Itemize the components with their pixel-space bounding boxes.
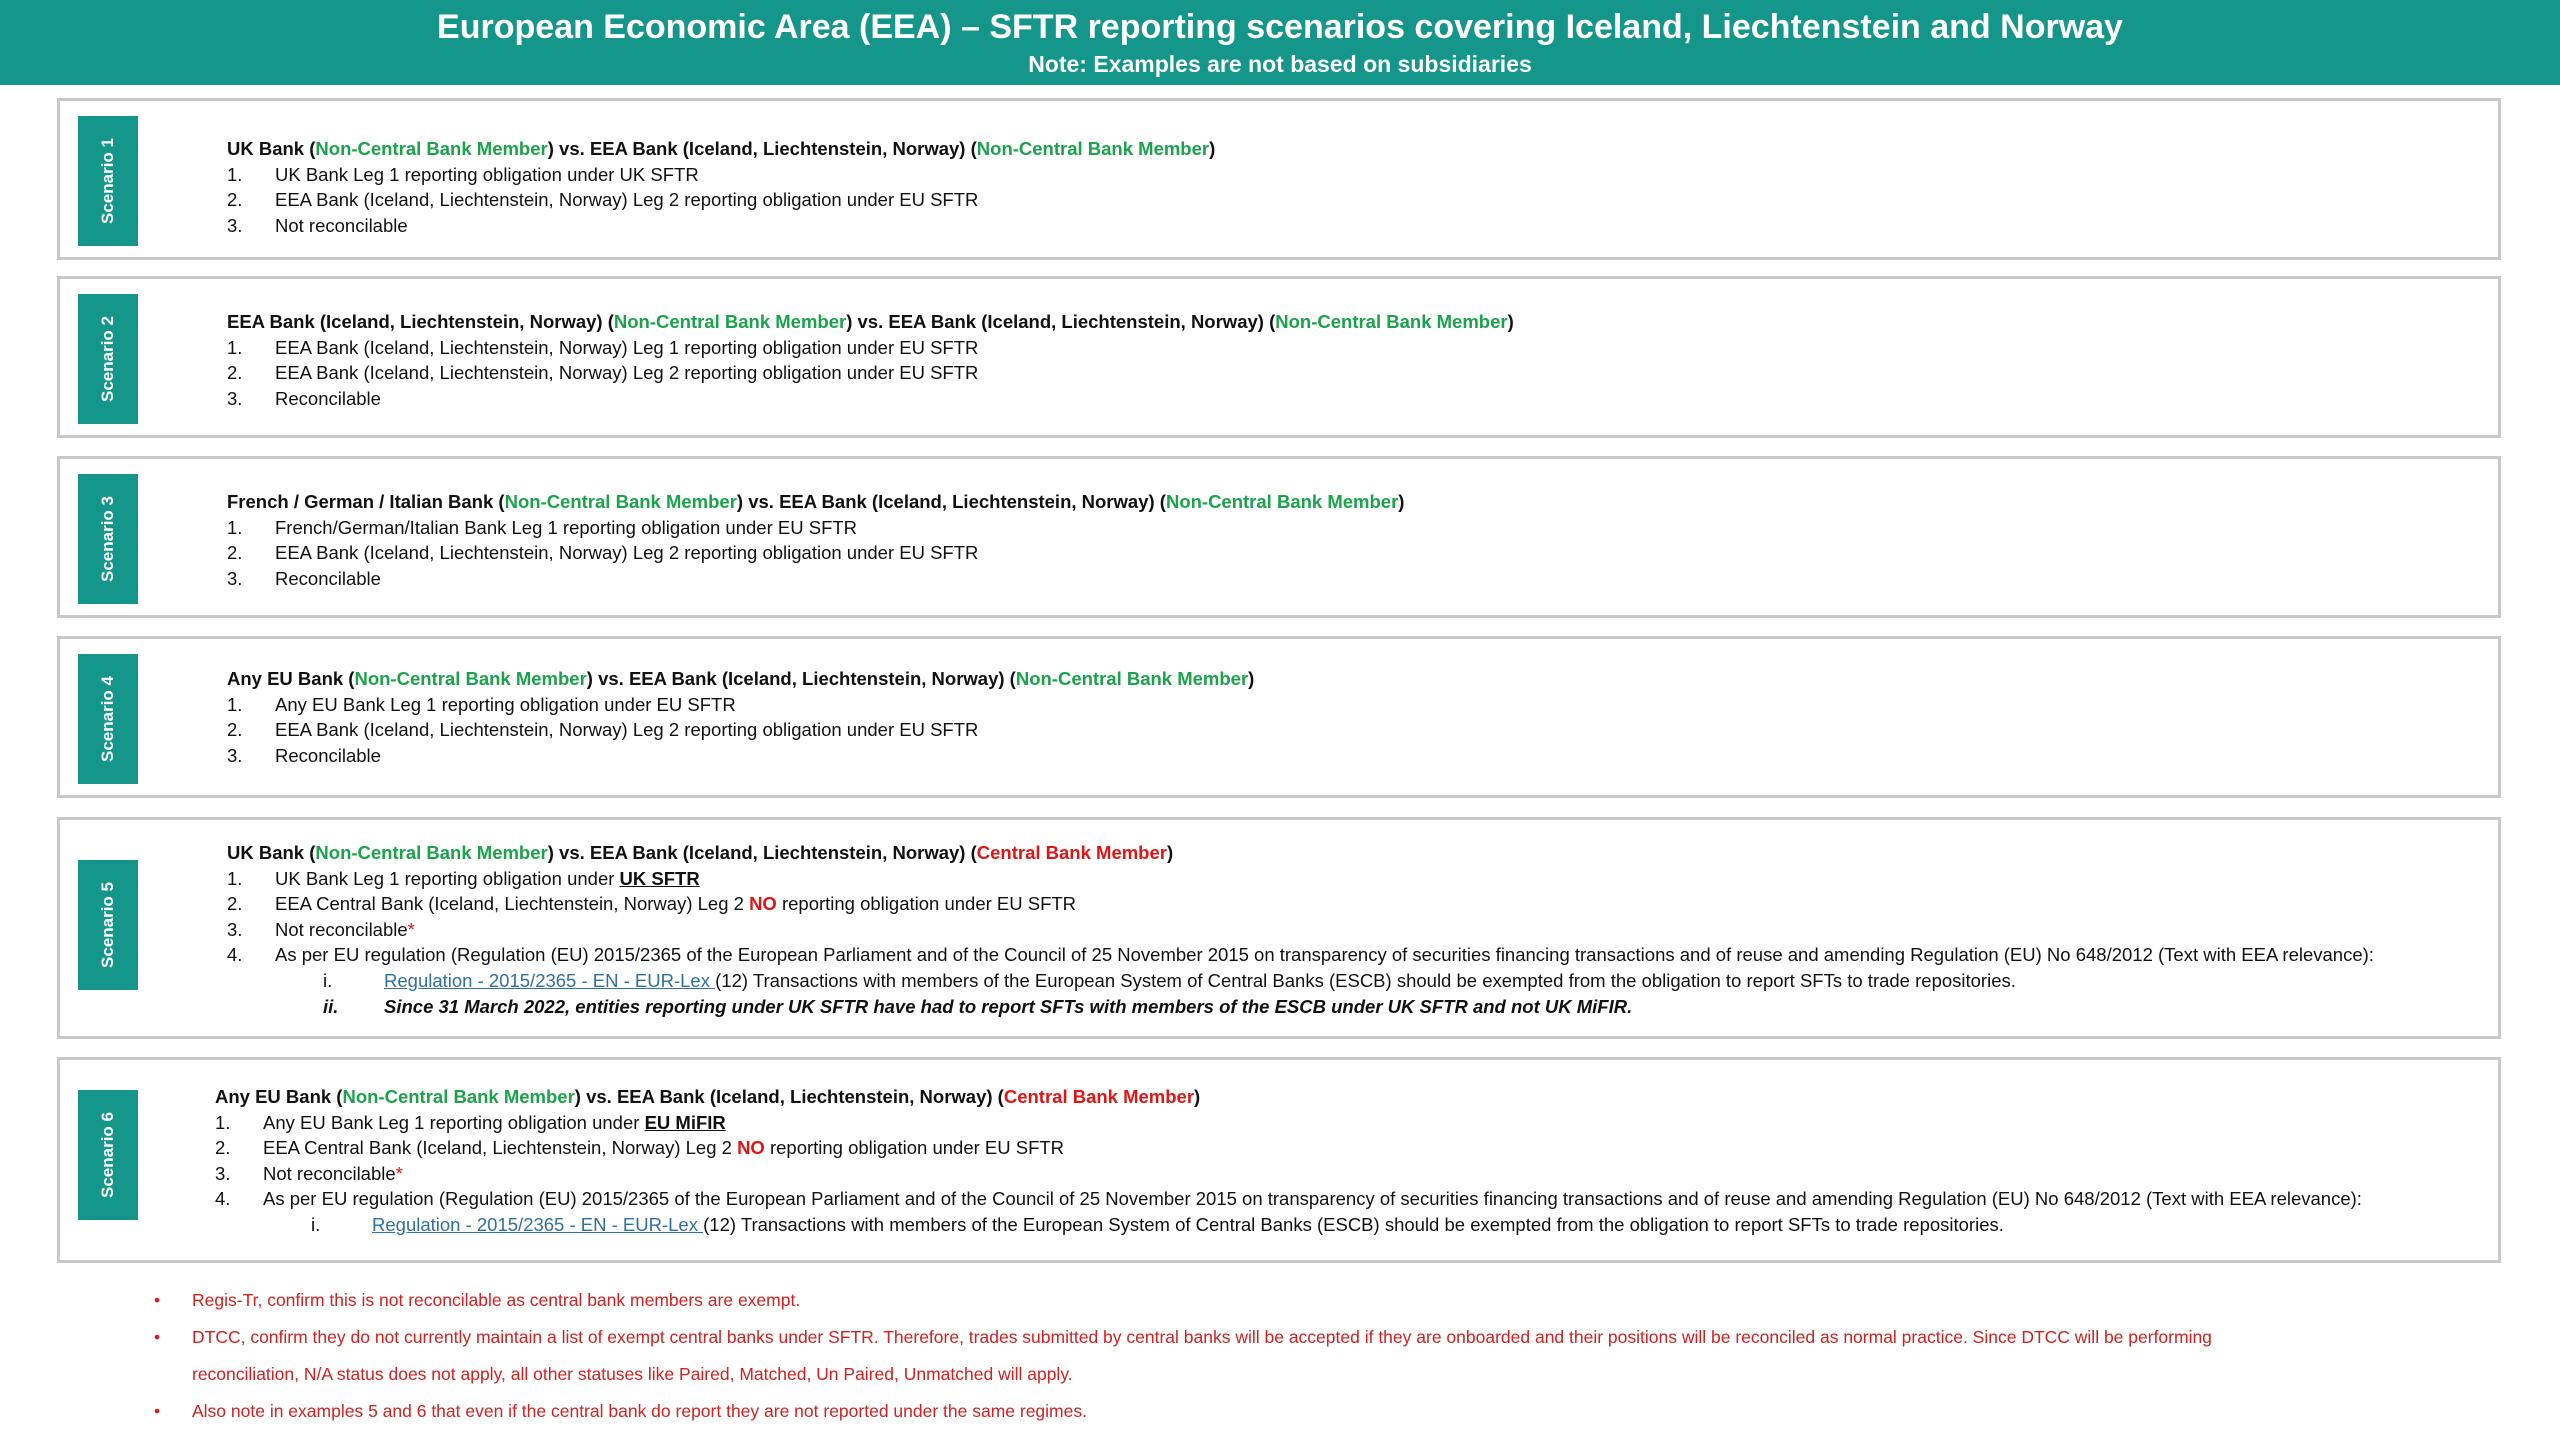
list-item: 1. French/German/Italian Bank Leg 1 reporting obligation under EU SFTR [227,516,858,538]
scenario-4-content [227,666,2488,768]
scenario-4-tab [78,654,138,784]
footnote: • Regis-Tr, confirm this is not reconcilable as central bank members are exempt. [152,1282,2452,1319]
scenario-1-tab [78,116,138,246]
scenario-1-label: Scenario 1 [98,138,117,224]
list-item: 4. As per EU regulation (Regulation (EU) 2015/2365 of the European Parliament and of the Council of 25 November 2015 on transparency of securities financing transactions and of reuse and amending Regulation (EU) No 648/2012 (Text with EEA relevance): [227,944,2374,966]
list-item: 2. EEA Bank (Iceland, Liechtenstein, Norway) Leg 2 reporting obligation under EU SFTR [227,362,979,384]
list-item: 2. EEA Central Bank (Iceland, Liechtenstein, Norway) Leg 2 NO reporting obligation under EU SFTR [227,893,1077,915]
page-title: European Economic Area (EEA) – SFTR reporting scenarios covering Iceland, Liechtenstein and Norway [437,8,2123,46]
eur-lex-link[interactable]: Regulation - 2015/2365 - EN - EUR-Lex [372,1213,704,1235]
footnotes [152,1282,2452,1430]
bullet-icon: • [154,1290,161,1310]
scenario-3-box [57,456,2501,618]
bullet-icon: • [154,1327,161,1347]
scenario-2-box [57,276,2501,438]
scenario-5-content [227,840,2488,1019]
scenario-4-box [57,636,2501,798]
scenario-1-box [57,98,2501,260]
list-item: 1. Any EU Bank Leg 1 reporting obligation under EU SFTR [227,693,736,715]
scenario-4-label: Scenario 4 [98,676,117,762]
scenario-2-content [227,309,2488,411]
scenario-5-headline: UK Bank (Non-Central Bank Member) vs. EEA Bank (Iceland, Liechtenstein, Norway) (Central Bank Member) [227,842,1174,863]
list-item: 4. As per EU regulation (Regulation (EU) 2015/2365 of the European Parliament and of the Council of 25 November 2015 on transparency of securities financing transactions and of reuse and amending Regulation (EU) No 648/2012 (Text with EEA relevance): [215,1188,2362,1210]
scenario-6-box [57,1057,2501,1263]
page-header [0,0,2560,85]
scenario-1-headline: UK Bank (Non-Central Bank Member) vs. EEA Bank (Iceland, Liechtenstein, Norway) (Non-Central Bank Member) [227,138,1216,159]
scenario-2-headline: EEA Bank (Iceland, Liechtenstein, Norway) (Non-Central Bank Member) vs. EEA Bank (Iceland, Liechtenstein, Norway) (Non-Central Bank Member) [227,311,1514,332]
list-item: 3. Reconcilable [227,744,381,766]
list-item: 3. Not reconcilable* [227,918,415,940]
eur-lex-link[interactable]: Regulation - 2015/2365 - EN - EUR-Lex [384,969,716,991]
list-item: 1. UK Bank Leg 1 reporting obligation under UK SFTR [227,867,700,889]
scenario-4-headline: Any EU Bank (Non-Central Bank Member) vs. EEA Bank (Iceland, Liechtenstein, Norway) (Non-Central Bank Member) [227,668,1255,689]
list-item: 3. Not reconcilable [227,214,408,236]
bullet-icon: • [154,1401,161,1421]
list-item: 1. UK Bank Leg 1 reporting obligation under UK SFTR [227,163,699,185]
scenario-1-content [227,136,2488,238]
scenario-6-label: Scenario 6 [98,1112,117,1198]
scenario-3-label: Scenario 3 [98,496,117,582]
scenario-6-tab [78,1090,138,1220]
uk-sftr-link[interactable]: UK SFTR [619,867,700,889]
list-item: 2. EEA Bank (Iceland, Liechtenstein, Norway) Leg 2 reporting obligation under EU SFTR [227,189,979,211]
list-item: 1. Any EU Bank Leg 1 reporting obligation under EU MiFIR [215,1111,726,1133]
list-item: 2. EEA Central Bank (Iceland, Liechtenstein, Norway) Leg 2 NO reporting obligation under EU SFTR [215,1137,1065,1159]
sub-list-item: i. Regulation - 2015/2365 - EN - EUR-Lex (12) Transactions with members of the European System of Central Banks (ESCB) should be exempted from the obligation to report SFTs to trade repositories. [311,1213,2004,1235]
scenario-6-content [215,1084,2488,1238]
page-subtitle: Note: Examples are not based on subsidiaries [1028,51,1532,77]
sub-list-item: i. Regulation - 2015/2365 - EN - EUR-Lex (12) Transactions with members of the European System of Central Banks (ESCB) should be exempted from the obligation to report SFTs to trade repositories. [323,969,2016,991]
sub-list-item: ii. Since 31 March 2022, entities reporting under UK SFTR have had to report SFTs with members of the ESCB under UK SFTR and not UK MiFIR. [323,995,1633,1017]
list-item: 3. Not reconcilable* [215,1162,403,1184]
scenario-3-tab [78,474,138,604]
footnote: • DTCC, confirm they do not currently maintain a list of exempt central banks under SFTR. Therefore, trades submitted by central banks will be accepted if they are onboarded and their positions will be reconciled as normal practice. Since DTCC will be performing reconciliation, N/A status does not apply, all other statuses like Paired, Matched, Un Paired, Unmatched will apply. [152,1319,2452,1393]
scenario-5-tab [78,860,138,990]
scenario-5-label: Scenario 5 [98,882,117,968]
scenario-3-content [227,489,2488,591]
scenario-5-box [57,817,2501,1039]
list-item: 2. EEA Bank (Iceland, Liechtenstein, Norway) Leg 2 reporting obligation under EU SFTR [227,719,979,741]
scenario-3-headline: French / German / Italian Bank (Non-Central Bank Member) vs. EEA Bank (Iceland, Liechtenstein, Norway) (Non-Central Bank Member) [227,491,1405,512]
scenario-6-headline: Any EU Bank (Non-Central Bank Member) vs. EEA Bank (Iceland, Liechtenstein, Norway) (Central Bank Member) [215,1086,1201,1107]
list-item: 3. Reconcilable [227,567,381,589]
footnote: • Also note in examples 5 and 6 that even if the central bank do report they are not reported under the same regimes. [152,1393,2452,1430]
list-item: 1. EEA Bank (Iceland, Liechtenstein, Norway) Leg 1 reporting obligation under EU SFTR [227,336,979,358]
scenario-2-label: Scenario 2 [98,316,117,402]
eu-mifir-link[interactable]: EU MiFIR [644,1111,726,1133]
list-item: 3. Reconcilable [227,387,381,409]
list-item: 2. EEA Bank (Iceland, Liechtenstein, Norway) Leg 2 reporting obligation under EU SFTR [227,542,979,564]
scenario-2-tab [78,294,138,424]
